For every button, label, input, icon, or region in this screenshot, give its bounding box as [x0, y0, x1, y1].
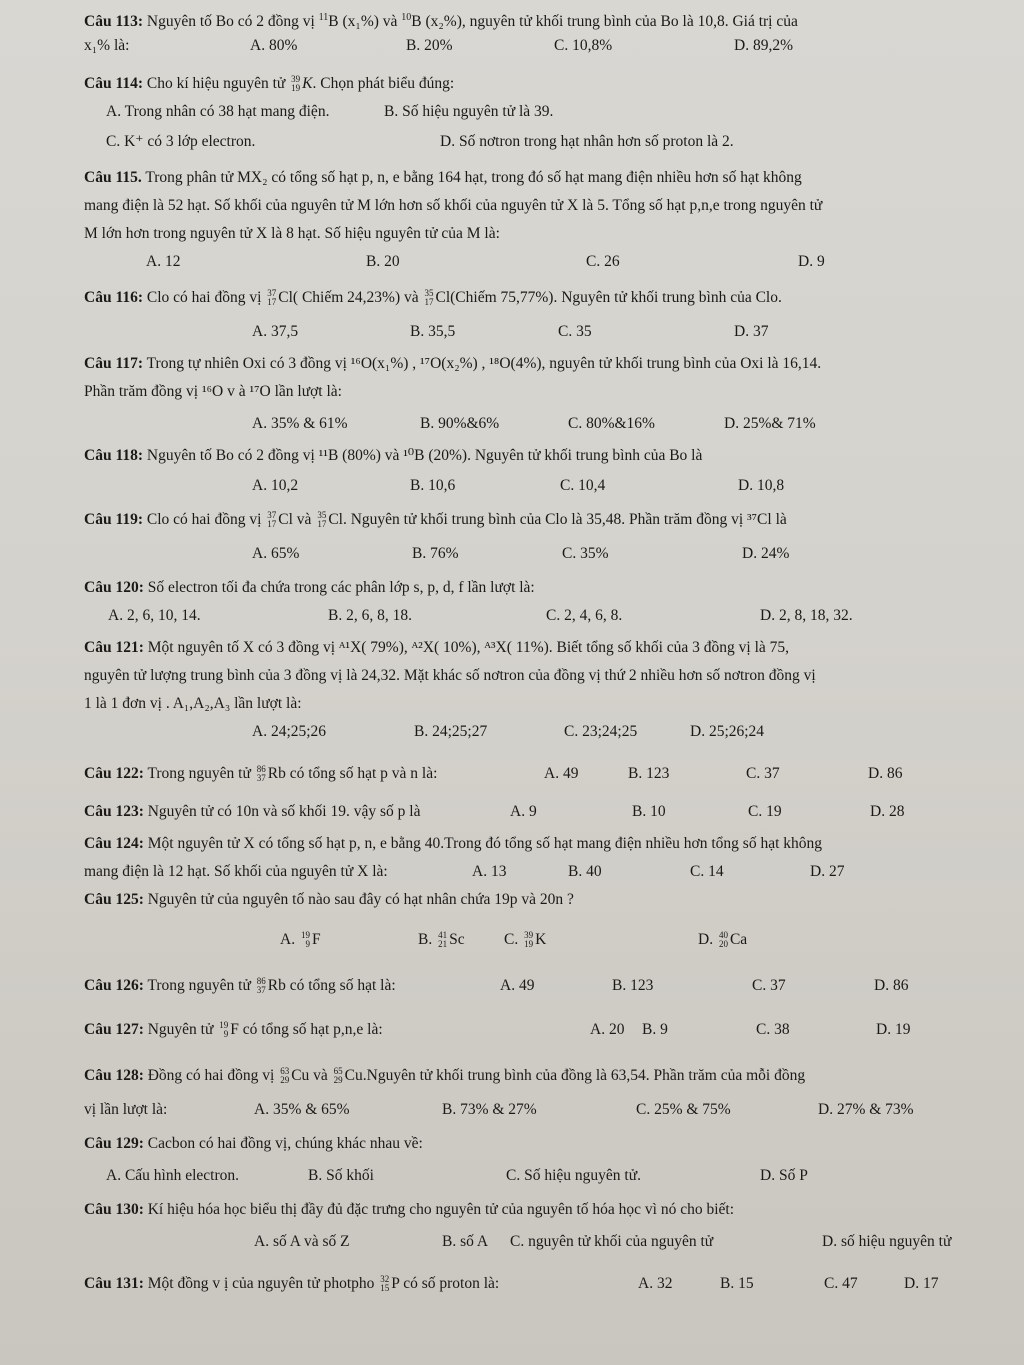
question-117: Câu 117: Trong tự nhiên Oxi có 3 đồng vị ¹⁶O(x₁%) , ¹⁷O(x₂%) , ¹⁸O(4%), nguyên tử khối trung bình của Oxi là 16,14. Phần trăm đồng vị ¹⁶O v à ¹⁷O lần lượt là: A. 35% & 61% B. 90%&6% C. 80%&16% D. 25%& 71% [84, 350, 984, 440]
option-b[interactable]: B. 15 [720, 1275, 754, 1292]
option-b[interactable]: B. Số khối [308, 1167, 374, 1184]
option-a[interactable]: A. 49 [544, 765, 579, 782]
question-131: Câu 131: Một đồng v ị của nguyên tử photpho 32 15 P có số proton là: A. 32 B. 15 C. 47 D. 17 [84, 1270, 984, 1300]
option-c[interactable]: C. Số hiệu nguyên tử. [506, 1167, 641, 1184]
question-121: Câu 121: Một nguyên tố X có 3 đồng vị ᴬ¹X( 79%), ᴬ²X( 10%), ᴬ³X( 11%). Biết tổng số khối của 3 đồng vị là 75, nguyên tử lượng trung bình của 3 đồng vị là 24,32. Mặt khác số nơtron của đồng vị thứ 2 nhiều hơn số nơtron đồng vị 1 là 1 đơn vị . A₁,A₂,A₃ lần lượt là: A. 24;25;26 B. 24;25;27 C. 23;24;25 D. 25;26;24 [84, 634, 984, 748]
question-126: Câu 126: Trong nguyên tử 86 37 Rb có tổng số hạt là: A. 49 B. 123 C. 37 D. 86 [84, 972, 984, 1002]
question-116-options [84, 318, 984, 348]
option-a[interactable]: A. Cấu hình electron. [106, 1167, 240, 1184]
option-b[interactable]: B. 10 [632, 803, 666, 820]
option-d[interactable]: D. 86 [868, 765, 903, 782]
question-120-options [84, 602, 984, 632]
question-124: Câu 124: Một nguyên tử X có tổng số hạt p, n, e bằng 40.Trong đó tổng số hạt mang điện nhiều hơn tổng số hạt không mang điện là 12 hạt. Số khối của nguyên tử X là: A. 13 B. 40 C. 14 D. 27 [84, 830, 984, 888]
option-c[interactable]: C. 35 [558, 323, 592, 340]
option-a[interactable]: A. 9 [510, 803, 537, 820]
option-a[interactable]: A. Trong nhân có 38 hạt mang điện. [106, 103, 330, 120]
option-a[interactable]: A. 24;25;26 [252, 723, 327, 740]
question-114 [84, 70, 984, 158]
option-b[interactable]: B. 2, 6, 8, 18. [328, 607, 412, 624]
option-c[interactable]: C. 26 [586, 253, 620, 270]
option-c[interactable]: C. 47 [824, 1275, 858, 1292]
option-a[interactable]: A. 19 9 F [280, 930, 321, 950]
option-d[interactable]: D. 40 20 Ca [698, 930, 748, 950]
option-d[interactable]: D. 17 [904, 1275, 939, 1292]
option-d[interactable]: D. số hiệu nguyên tử [822, 1233, 952, 1250]
option-c[interactable]: C. 37 [746, 765, 780, 782]
option-a[interactable]: A. 35% & 61% [252, 415, 348, 432]
question-113-options [84, 32, 984, 62]
option-b[interactable]: B. 41 21 Sc [418, 930, 465, 950]
option-c[interactable]: C. 37 [752, 977, 786, 994]
option-a[interactable]: A. 49 [500, 977, 535, 994]
option-c[interactable]: C. 39 19 K [504, 930, 547, 950]
question-114-options-row1 [84, 98, 984, 128]
option-d[interactable]: D. 89,2% [734, 37, 793, 54]
option-d[interactable]: D. 24% [742, 545, 790, 562]
option-d[interactable]: D. 9 [798, 253, 825, 270]
option-a[interactable]: A. 12 [146, 253, 181, 270]
question-130: Câu 130: Kí hiệu hóa học biểu thị đầy đủ đặc trưng cho nguyên tử của nguyên tố hóa học vì nó cho biết: A. số A và số Z B. số A C. nguyên tử khối của nguyên tử D. số hiệu nguyên tử [84, 1196, 984, 1258]
option-d[interactable]: D. 86 [874, 977, 909, 994]
option-b[interactable]: B. 35,5 [410, 323, 456, 340]
option-d[interactable]: D. 37 [734, 323, 769, 340]
question-114-text: Câu 114: Cho kí hiệu nguyên tử 39 19 K. Chọn phát biểu đúng: [84, 74, 455, 94]
question-118: Câu 118: Nguyên tố Bo có 2 đồng vị ¹¹B (80%) và ¹⁰B (20%). Nguyên tử khối trung bình của Bo là A. 10,2 B. 10,6 C. 10,4 D. 10,8 [84, 442, 984, 502]
option-a[interactable]: A. 37,5 [252, 323, 299, 340]
question-128: Câu 128: Đồng có hai đồng vị 63 29 Cu và 65 29 Cu.Nguyên tử khối trung bình của đồng là 63,54. Phần trăm của mỗi đồng vị lần lượt là: A. 35% & 65% B. 73% & 27% C. 25% & 75% D. 27% & 73% [84, 1062, 984, 1126]
option-a[interactable]: A. 80% [250, 37, 298, 54]
option-d[interactable]: D. 2, 8, 18, 32. [760, 607, 853, 624]
option-d[interactable]: D. 10,8 [738, 477, 785, 494]
option-c[interactable]: C. 80%&16% [568, 415, 655, 432]
option-a[interactable]: A. 13 [472, 863, 507, 880]
option-c[interactable]: C. 38 [756, 1021, 790, 1038]
option-b[interactable]: B. 76% [412, 545, 459, 562]
question-115: Câu 115. Trong phân tử MX₂ có tổng số hạt p, n, e bằng 164 hạt, trong đó số hạt mang điện nhiều hơn số hạt không mang điện là 52 hạt. Số khối của nguyên tử M lớn hơn số khối của nguyên tử X là 5. Tổng số hạt p,n,e trong nguyên tử M lớn hơn trong nguyên tử X là 8 hạt. Số hiệu nguyên tử của M là: A. 12 B. 20 C. 26 D. 9 [84, 164, 984, 278]
option-c[interactable]: C. 35% [562, 545, 609, 562]
question-113-text: Câu 113: Nguyên tố Bo có 2 đồng vị $^{11}$B (x₁%) và $^{10}$B (x₂%), nguyên tử khối trung bình của Bo là 10,8. Giá trị của [84, 12, 798, 31]
option-d[interactable]: D. Số nơtron trong hạt nhân hơn số proton là 2. [440, 133, 734, 150]
question-125-options [84, 926, 984, 956]
question-122: Câu 122: Trong nguyên tử 86 37 Rb có tổng số hạt p và n là: A. 49 B. 123 C. 37 D. 86 [84, 760, 984, 790]
question-113-stem-end: x₁% là: [84, 37, 130, 54]
option-c[interactable]: C. K⁺ có 3 lớp electron. [106, 133, 256, 150]
option-a[interactable]: A. 35% & 65% [254, 1101, 350, 1118]
option-b[interactable]: B. 123 [628, 765, 670, 782]
question-129: Câu 129: Cacbon có hai đồng vị, chúng khác nhau về: A. Cấu hình electron. B. Số khối C. Số hiệu nguyên tử. D. Số P [84, 1130, 984, 1192]
question-120: Câu 120: Số electron tối đa chứa trong các phân lớp s, p, d, f lần lượt là: A. 2, 6, 10, 14. B. 2, 6, 8, 18. C. 2, 4, 6, 8. D. 2, 8, 18, 32. [84, 574, 984, 632]
option-d[interactable]: D. 25;26;24 [690, 723, 765, 740]
option-d[interactable]: D. 27% & 73% [818, 1101, 914, 1118]
option-b[interactable]: B. 20% [406, 37, 453, 54]
question-115-options [84, 248, 984, 278]
question-123: Câu 123: Nguyên tử có 10n và số khối 19. vậy số p là A. 9 B. 10 C. 19 D. 28 [84, 798, 984, 828]
option-b[interactable]: B. 10,6 [410, 477, 456, 494]
option-a[interactable]: A. 65% [252, 545, 300, 562]
option-a[interactable]: A. 10,2 [252, 477, 299, 494]
option-a[interactable]: A. 32 [638, 1275, 673, 1292]
option-a[interactable]: A. 20 [590, 1021, 625, 1038]
option-b[interactable]: B. 73% & 27% [442, 1101, 537, 1118]
option-b[interactable]: B. số A [442, 1233, 489, 1250]
question-118-options [84, 472, 984, 502]
option-c[interactable]: C. 10,8% [554, 37, 613, 54]
question-114-options-row2 [84, 128, 984, 158]
option-b[interactable]: B. Số hiệu nguyên tử là 39. [384, 103, 554, 120]
option-c[interactable]: C. nguyên tử khối của nguyên tử [510, 1233, 714, 1250]
question-129-options [84, 1162, 984, 1192]
option-d[interactable]: D. Số P [760, 1167, 808, 1184]
option-d[interactable]: D. 27 [810, 863, 845, 880]
option-b[interactable]: B. 20 [366, 253, 400, 270]
option-b[interactable]: B. 24;25;27 [414, 723, 488, 740]
option-d[interactable]: D. 25%& 71% [724, 415, 816, 432]
option-c[interactable]: C. 10,4 [560, 477, 606, 494]
option-b[interactable]: B. 9 [642, 1021, 668, 1038]
option-d[interactable]: D. 28 [870, 803, 905, 820]
option-b[interactable]: B. 90%&6% [420, 415, 500, 432]
option-c[interactable]: C. 14 [690, 863, 724, 880]
option-a[interactable]: A. 2, 6, 10, 14. [108, 607, 201, 624]
option-c[interactable]: C. 23;24;25 [564, 723, 638, 740]
nuclide-k: 39 19 [291, 74, 301, 94]
question-119-options [84, 540, 984, 570]
question-116: Câu 116: Clo có hai đồng vị 37 17 Cl( Chiếm 24,23%) và 35 17 Cl(Chiếm 75,77%). Nguyên tử khối trung bình của Clo. A. 37,5 B. 35,5 C. 35 D. 37 [84, 284, 984, 348]
question-127: Câu 127: Nguyên tử 19 9 F có tổng số hạt p,n,e là: A. 20 B. 9 C. 38 D. 19 [84, 1016, 984, 1046]
option-a[interactable]: A. số A và số Z [254, 1233, 350, 1250]
question-117-options [84, 410, 984, 440]
option-c[interactable]: C. 19 [748, 803, 782, 820]
option-b[interactable]: B. 123 [612, 977, 654, 994]
question-125: Câu 125: Nguyên tử của nguyên tố nào sau đây có hạt nhân chứa 19p và 20n ? A. 19 9 F B. 41 21 Sc C. 39 19 K D. 40 20 Ca [84, 886, 984, 956]
option-c[interactable]: C. 25% & 75% [636, 1101, 731, 1118]
question-119: Câu 119: Clo có hai đồng vị 37 17 Cl và 35 17 Cl. Nguyên tử khối trung bình của Clo là 35,48. Phần trăm đồng vị ³⁷Cl là A. 65% B. 76% C. 35% D. 24% [84, 506, 984, 570]
option-b[interactable]: B. 40 [568, 863, 602, 880]
option-c[interactable]: C. 2, 4, 6, 8. [546, 607, 623, 624]
question-113 [84, 4, 984, 62]
option-d[interactable]: D. 19 [876, 1021, 911, 1038]
question-121-options [84, 718, 984, 748]
question-130-options [84, 1228, 984, 1258]
